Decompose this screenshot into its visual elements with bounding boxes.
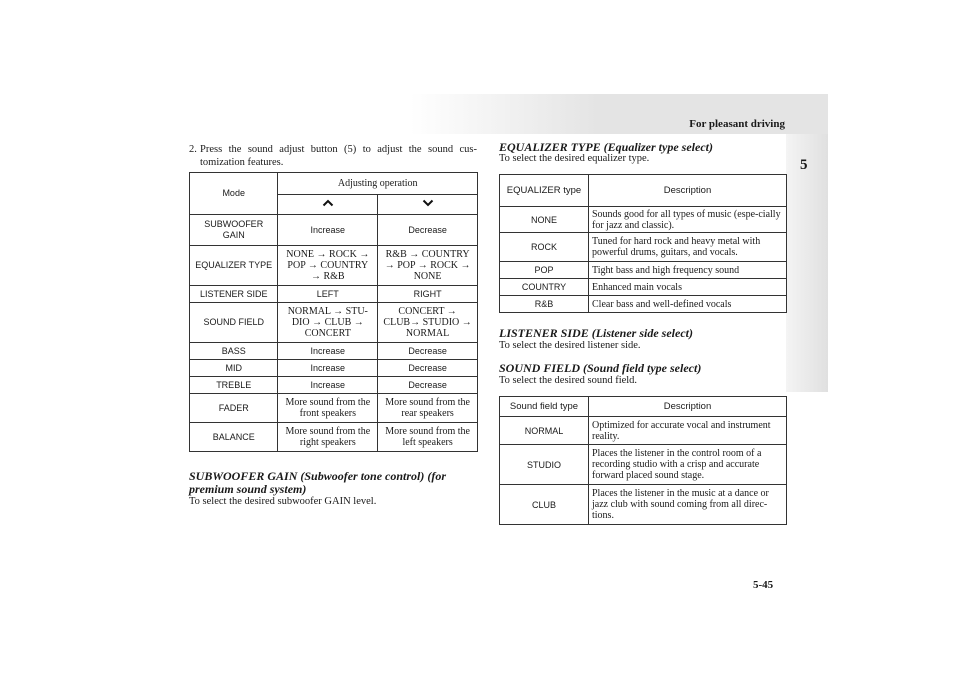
equalizer-col-description-header: Description bbox=[589, 175, 787, 207]
table-row bbox=[500, 262, 787, 279]
table-row bbox=[190, 215, 478, 246]
equalizer-type-cell: ROCK bbox=[500, 233, 589, 262]
table-row bbox=[190, 377, 478, 394]
sound-field-type-cell: NORMAL bbox=[500, 417, 589, 445]
mode-cell: TREBLE bbox=[190, 377, 278, 394]
table-row bbox=[500, 279, 787, 296]
table-row bbox=[500, 417, 787, 445]
equalizer-type-cell: R&B bbox=[500, 296, 589, 313]
sound-field-type-cell: CLUB bbox=[500, 485, 589, 525]
table-row bbox=[500, 485, 787, 525]
chevron-down-icon bbox=[422, 199, 434, 207]
down-cell: Decrease bbox=[378, 377, 478, 394]
mode-cell: BALANCE bbox=[190, 423, 278, 452]
table-row bbox=[500, 296, 787, 313]
subwoofer-text: To select the desired subwoofer GAIN level. bbox=[189, 496, 377, 507]
down-cell: More sound from the left speakers bbox=[378, 423, 478, 452]
subwoofer-heading: SUBWOOFER GAIN (Subwoofer tone control) (for premium sound system) bbox=[189, 469, 447, 496]
step-number: 2. bbox=[189, 144, 197, 155]
equalizer-text: To select the desired equalizer type. bbox=[499, 153, 650, 164]
down-column-header bbox=[378, 195, 478, 215]
sound-field-col-description-header: Description bbox=[589, 397, 787, 417]
mode-header: Mode bbox=[190, 173, 278, 215]
sound-field-col-type-header: Sound field type bbox=[500, 397, 589, 417]
up-cell: Increase bbox=[278, 343, 378, 360]
up-cell: LEFT bbox=[278, 286, 378, 303]
adjusting-operation-table bbox=[189, 172, 478, 452]
page-number: 5-45 bbox=[753, 579, 774, 591]
mode-cell: LISTENER SIDE bbox=[190, 286, 278, 303]
description-cell: Places the listener in the control room of a recording studio with a crisp and accurate forward placed sound stage. bbox=[589, 445, 787, 485]
up-cell: Increase bbox=[278, 377, 378, 394]
mode-cell: FADER bbox=[190, 394, 278, 423]
up-cell: More sound from the right speakers bbox=[278, 423, 378, 452]
down-cell: RIGHT bbox=[378, 286, 478, 303]
up-column-header bbox=[278, 195, 378, 215]
up-cell: More sound from the front speakers bbox=[278, 394, 378, 423]
table-row bbox=[190, 286, 478, 303]
description-cell: Clear bass and well-defined vocals bbox=[589, 296, 787, 313]
sound-field-table bbox=[499, 396, 787, 525]
table-row bbox=[190, 360, 478, 377]
mode-cell: SUBWOOFER GAIN bbox=[190, 215, 278, 246]
down-cell: More sound from the rear speakers bbox=[378, 394, 478, 423]
equalizer-col-type-header: EQUALIZER type bbox=[500, 175, 589, 207]
sound-field-heading: SOUND FIELD (Sound field type select) bbox=[499, 361, 702, 375]
equalizer-heading: EQUALIZER TYPE (Equalizer type select) bbox=[499, 140, 713, 154]
down-cell: Decrease bbox=[378, 343, 478, 360]
description-cell: Sounds good for all types of music (espe-cially for jazz and classic). bbox=[589, 207, 787, 233]
page-header-title: For pleasant driving bbox=[689, 118, 785, 130]
down-cell: R&B → COUNTRY → POP → ROCK → NONE bbox=[378, 246, 478, 286]
table-row bbox=[190, 343, 478, 360]
description-cell: Tuned for hard rock and heavy metal with powerful drums, guitars, and vocals. bbox=[589, 233, 787, 262]
step-instruction bbox=[189, 143, 477, 169]
sound-field-type-cell: STUDIO bbox=[500, 445, 589, 485]
equalizer-type-cell: COUNTRY bbox=[500, 279, 589, 296]
up-cell: NONE → ROCK → POP → COUNTRY → R&B bbox=[278, 246, 378, 286]
up-cell: NORMAL → STU-DIO → CLUB → CONCERT bbox=[278, 303, 378, 343]
down-cell: CONCERT → CLUB→ STUDIO → NORMAL bbox=[378, 303, 478, 343]
table-row bbox=[190, 303, 478, 343]
mode-cell: MID bbox=[190, 360, 278, 377]
description-cell: Tight bass and high frequency sound bbox=[589, 262, 787, 279]
mode-cell: BASS bbox=[190, 343, 278, 360]
up-cell: Increase bbox=[278, 360, 378, 377]
down-cell: Decrease bbox=[378, 215, 478, 246]
equalizer-type-table bbox=[499, 174, 787, 313]
chapter-number: 5 bbox=[800, 157, 808, 173]
table-row bbox=[500, 207, 787, 233]
listener-heading: LISTENER SIDE (Listener side select) bbox=[499, 326, 693, 340]
description-cell: Enhanced main vocals bbox=[589, 279, 787, 296]
step-text: Press the sound adjust button (5) to adjust the sound cus-tomization features. bbox=[200, 144, 477, 168]
equalizer-type-cell: NONE bbox=[500, 207, 589, 233]
listener-text: To select the desired listener side. bbox=[499, 340, 641, 351]
table-row bbox=[190, 423, 478, 452]
table-row bbox=[500, 233, 787, 262]
equalizer-type-cell: POP bbox=[500, 262, 589, 279]
description-cell: Optimized for accurate vocal and instrument reality. bbox=[589, 417, 787, 445]
table-row bbox=[500, 445, 787, 485]
down-cell: Decrease bbox=[378, 360, 478, 377]
description-cell: Places the listener in the music at a dance or jazz club with sound coming from all direc-tions. bbox=[589, 485, 787, 525]
table-row bbox=[190, 246, 478, 286]
table-row bbox=[190, 394, 478, 423]
sound-field-text: To select the desired sound field. bbox=[499, 375, 638, 386]
mode-cell: EQUALIZER TYPE bbox=[190, 246, 278, 286]
up-cell: Increase bbox=[278, 215, 378, 246]
operation-header: Adjusting operation bbox=[278, 173, 478, 195]
mode-cell: SOUND FIELD bbox=[190, 303, 278, 343]
chevron-up-icon bbox=[322, 199, 334, 207]
